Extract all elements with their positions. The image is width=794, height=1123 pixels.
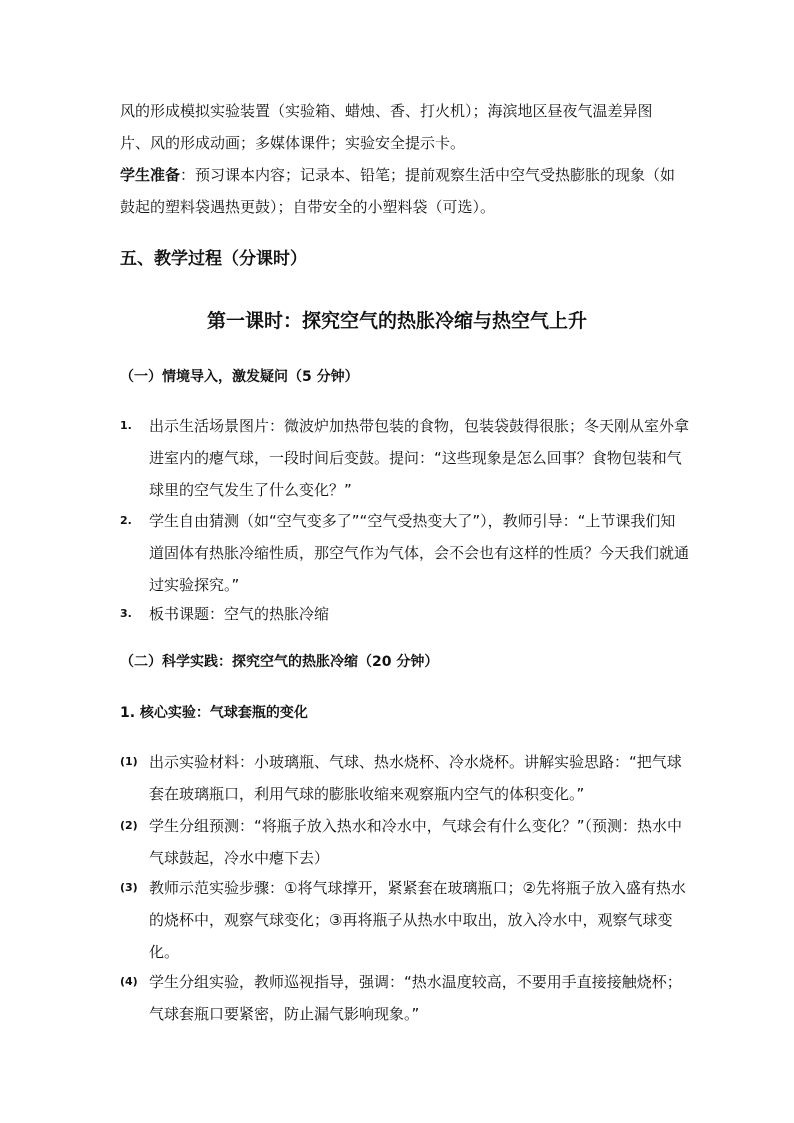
list-item-number: 2. bbox=[120, 514, 132, 527]
list-item-number: 1. bbox=[120, 419, 132, 432]
list-item-text: 板书课题：空气的热胀冷缩 bbox=[149, 605, 330, 623]
list-item-text: 出示实验材料：小玻璃瓶、气球、热水烧杯、冷水烧杯。讲解实验思路：“把气球套在玻璃瓶口，利用气球的膨胀收缩来观察瓶内空气的体积变化。” bbox=[149, 753, 682, 803]
part2-title: （二）科学实践：探究空气的热胀冷缩（20 分钟） bbox=[120, 654, 439, 670]
teacher-materials-text: 风的形成模拟实验装置（实验箱、蜡烛、香、打火机）；海滨地区昼夜气温差异图片、风的形成动画；多媒体课件；实验安全提示卡。 bbox=[120, 102, 653, 152]
list-item-text: 出示生活场景图片：微波炉加热带包装的食物，包装袋鼓得很胀；冬天刚从室外拿进室内的瘪气球，一段时间后变鼓。提问：“这些现象是怎么回事？食物包装和气球里的空气发生了什么变化？” bbox=[149, 417, 690, 499]
list-item bbox=[120, 810, 690, 874]
list-item-number: (2) bbox=[120, 819, 138, 832]
list-item-number: (4) bbox=[120, 975, 138, 988]
list-item bbox=[120, 966, 690, 1030]
list-item-number: 3. bbox=[120, 607, 132, 620]
list-item-text: 学生自由猜测（如“空气变多了”“空气受热变大了”），教师引导：“上节课我们知道固体有热胀冷缩性质，那空气作为气体，会不会也有这样的性质？今天我们就通过实验探究。” bbox=[149, 512, 690, 594]
list-item bbox=[120, 505, 690, 601]
student-preparation-label: 学生准备 bbox=[120, 166, 181, 184]
teacher-materials-paragraph bbox=[120, 95, 680, 159]
part2-subtitle: 1. 核心实验：气球套瓶的变化 bbox=[120, 705, 308, 721]
part1-title: （一）情境导入，激发疑问（5 分钟） bbox=[120, 369, 359, 385]
list-item bbox=[120, 410, 690, 506]
list-item-text: 学生分组预测：“将瓶子放入热水和冷水中，气球会有什么变化？”（预测：热水中气球鼓起，冷水中瘪下去） bbox=[149, 817, 683, 867]
list-item-text: 教师示范实验步骤：①将气球撑开，紧紧套在玻璃瓶口；②先将瓶子放入盛有热水的烧杯中，观察气球变化；③再将瓶子从热水中取出，放入冷水中，观察气球变化。 bbox=[149, 879, 686, 961]
lesson-title: 第一课时：探究空气的热胀冷缩与热空气上升 bbox=[206, 310, 587, 332]
student-preparation-text: ：预习课本内容；记录本、铅笔；提前观察生活中空气受热膨胀的现象（如鼓起的塑料袋遇热更鼓）；自带安全的小塑料袋（可选）。 bbox=[120, 166, 676, 216]
list-item bbox=[120, 746, 690, 810]
list-item-number: (1) bbox=[120, 755, 138, 768]
list-item-number: (3) bbox=[120, 881, 138, 894]
student-preparation-paragraph bbox=[120, 159, 680, 223]
list-item-text: 学生分组实验，教师巡视指导，强调：“热水温度较高，不要用手直接接触烧杯；气球套瓶口要紧密，防止漏气影响现象。” bbox=[149, 973, 682, 1023]
list-item bbox=[120, 872, 690, 968]
list-item bbox=[120, 598, 690, 630]
section-title: 五、教学过程（分课时） bbox=[120, 249, 307, 269]
